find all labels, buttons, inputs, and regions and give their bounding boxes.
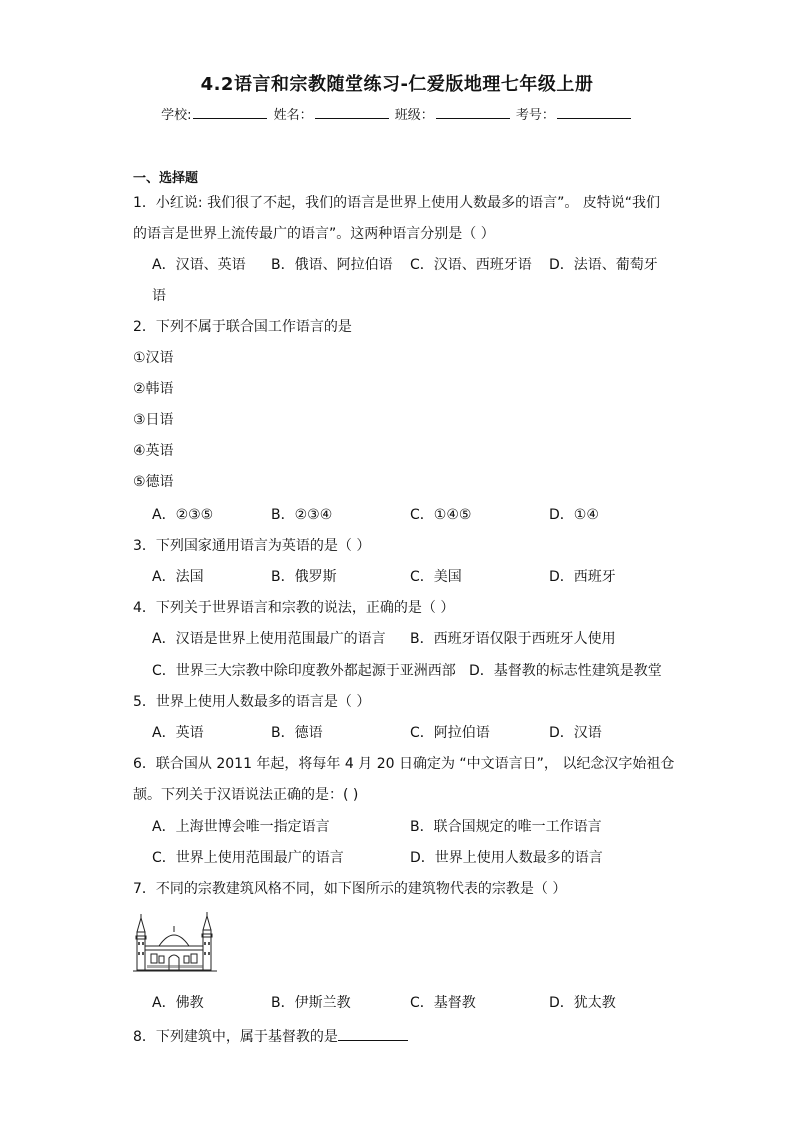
q2-item-2: ②韩语 xyxy=(133,381,174,397)
mosque-illustration xyxy=(133,912,217,974)
q2-item-3: ③日语 xyxy=(133,412,174,428)
q2-item-4: ④英语 xyxy=(133,443,174,459)
q2-option-a: A．②③⑤ xyxy=(152,507,214,523)
q7-option-a: A．佛教 xyxy=(152,995,204,1011)
school-blank xyxy=(193,106,267,119)
q8-answer-blank xyxy=(338,1028,408,1041)
q2-stem: 2．下列不属于联合国工作语言的是 xyxy=(133,319,352,335)
q5-option-a: A．英语 xyxy=(152,725,204,741)
q1-stem-line2: 的语言是世界上流传最广的语言”。这两种语言分别是（ ） xyxy=(133,226,495,242)
q3-stem: 3．下列国家通用语言为英语的是（ ） xyxy=(133,538,371,554)
q4-option-c: C．世界三大宗教中除印度教外都起源于亚洲西部 xyxy=(152,663,456,679)
q1-option-c: C．汉语、西班牙语 xyxy=(410,257,532,273)
q6-option-b: B．联合国规定的唯一工作语言 xyxy=(410,819,602,835)
q8-line xyxy=(133,1026,408,1046)
q5-option-d: D．汉语 xyxy=(549,725,602,741)
q1-stem-line1: 1．小红说: 我们很了不起，我们的语言是世界上使用人数最多的语言”。 皮特说“我们 xyxy=(133,195,661,211)
q6-option-d: D．世界上使用人数最多的语言 xyxy=(410,850,603,866)
student-info-row xyxy=(0,104,794,123)
q3-option-b: B．俄罗斯 xyxy=(271,569,337,585)
number-label: 考号： xyxy=(515,108,555,123)
q5-option-b: B．德语 xyxy=(271,725,323,741)
q2-item-5: ⑤德语 xyxy=(133,474,174,490)
name-label: 姓名： xyxy=(273,108,313,123)
q2-option-c: C．①④⑤ xyxy=(410,507,472,523)
q5-stem: 5．世界上使用人数最多的语言是（ ） xyxy=(133,694,371,710)
q7-option-c: C．基督教 xyxy=(410,995,476,1011)
q1-option-d-wrap: 语 xyxy=(152,288,166,304)
q8-stem: 8．下列建筑中，属于基督教的是 xyxy=(133,1029,338,1045)
q1-option-d: D．法语、葡萄牙 xyxy=(549,257,658,273)
class-blank xyxy=(436,106,510,119)
page-title: 4.2语言和宗教随堂练习-仁爱版地理七年级上册 xyxy=(200,74,594,95)
class-label: 班级： xyxy=(394,108,434,123)
q6-stem-line1: 6．联合国从 2011 年起，将每年 4 月 20 日确定为 “中文语言日”， 以纪念汉字始祖仓 xyxy=(133,756,675,772)
school-label: 学校: xyxy=(161,108,192,123)
name-blank xyxy=(315,106,389,119)
q3-option-d: D．西班牙 xyxy=(549,569,616,585)
q2-item-1: ①汉语 xyxy=(133,350,174,366)
q5-option-c: C．阿拉伯语 xyxy=(410,725,490,741)
q6-option-c: C．世界上使用范围最广的语言 xyxy=(152,850,344,866)
q3-option-c: C．美国 xyxy=(410,569,462,585)
q2-option-d: D．①④ xyxy=(549,507,599,523)
q7-stem: 7．不同的宗教建筑风格不同，如下图所示的建筑物代表的宗教是（ ） xyxy=(133,881,567,897)
q6-stem-line2: 颉。下列关于汉语说法正确的是：( ) xyxy=(133,787,359,803)
q1-option-b: B．俄语、阿拉伯语 xyxy=(271,257,393,273)
number-blank xyxy=(557,106,631,119)
q4-option-d: D．基督教的标志性建筑是教堂 xyxy=(469,663,662,679)
q4-stem: 4．下列关于世界语言和宗教的说法，正确的是（ ） xyxy=(133,600,455,616)
q4-option-a: A．汉语是世界上使用范围最广的语言 xyxy=(152,631,386,647)
section-heading: 一、选择题 xyxy=(133,171,199,186)
q1-option-a: A．汉语、英语 xyxy=(152,257,246,273)
q7-option-b: B．伊斯兰教 xyxy=(271,995,351,1011)
q6-option-a: A．上海世博会唯一指定语言 xyxy=(152,819,330,835)
q2-option-b: B．②③④ xyxy=(271,507,333,523)
q4-option-b: B．西班牙语仅限于西班牙人使用 xyxy=(410,631,616,647)
q3-option-a: A．法国 xyxy=(152,569,204,585)
q7-option-d: D．犹太教 xyxy=(549,995,616,1011)
